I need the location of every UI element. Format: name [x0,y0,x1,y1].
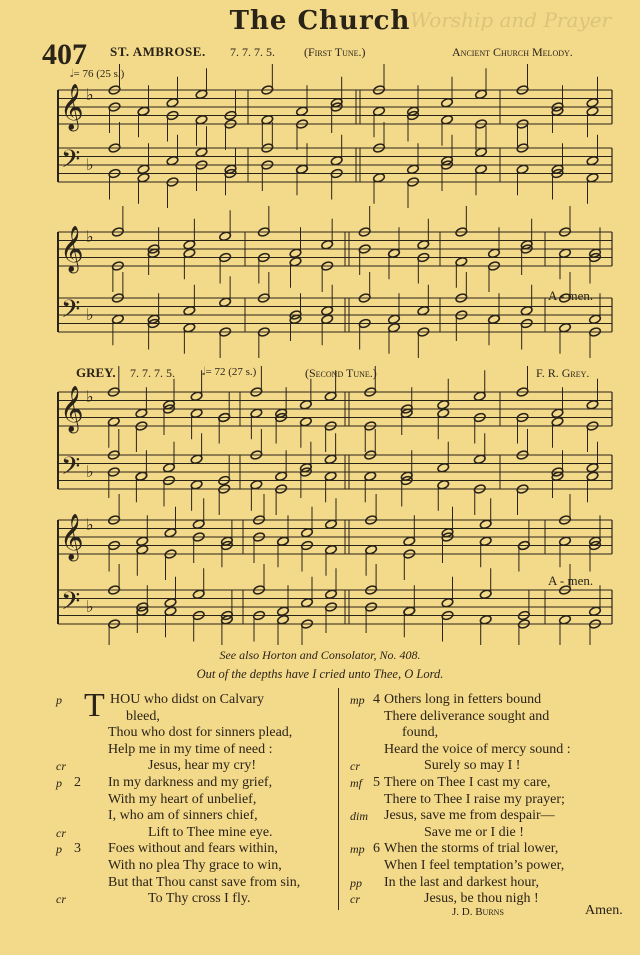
verse-number: 3 [74,841,81,857]
first-tune-composer: Ancient Church Melody. [452,45,573,59]
verse-line: There to Thee I raise my prayer; [384,791,565,807]
verse-line: Surely so may I ! [424,758,521,774]
first-tune-label: (First Tune.) [304,45,366,59]
svg-text:𝄞: 𝄞 [60,226,84,272]
verse-line: There deliverance sought and [384,708,550,724]
final-amen: Amen. [585,903,623,918]
second-tune-name: GREY. [76,365,116,380]
verse-number: 6 [373,841,380,857]
verse-line: Foes without and fears within, [108,841,278,857]
verse-line: HOU who didst on Calvary [110,692,264,707]
svg-text:♭: ♭ [86,462,94,481]
dynamic-marking: p [56,842,62,857]
page-header: The Church [229,6,411,36]
dynamic-marking: cr [56,759,66,774]
first-tune-name: ST. AMBROSE. [110,44,206,59]
verse-line: Lift to Thee mine eye. [148,824,273,840]
verse-number: 5 [373,775,380,790]
svg-text:♭: ♭ [86,227,94,246]
drop-cap: T [84,687,105,724]
verse-line: found, [402,725,439,741]
svg-text:𝄞: 𝄞 [60,386,84,432]
verse-line: In the last and darkest hour, [384,874,539,890]
verse-line: When I feel temptation’s power, [384,858,565,873]
second-tune-tempo: 𝅗𝅥= 72 (27 s.) [202,366,257,378]
svg-text:𝄢: 𝄢 [61,452,81,487]
verse-line: Jesus, be thou nigh ! [424,891,539,907]
verse-line: Help me in my time of need : [108,741,273,757]
dynamic-marking: pp [350,875,362,890]
verse-line: Jesus, save me from despair— [384,808,555,824]
half-note-icon: 𝅗𝅥 [202,366,206,378]
show-through-text: Worship and Prayer [410,8,612,32]
verse-line: With no plea Thy grace to win, [108,858,282,873]
scripture-text: Out of the depths have I cried unto Thee, O Lord. [196,667,444,681]
svg-text:𝄢: 𝄢 [61,145,81,180]
first-tune-meter: 7. 7. 7. 5. [230,45,275,59]
column-divider [338,688,339,910]
dynamic-marking: p [56,693,62,707]
svg-text:♭: ♭ [86,515,94,534]
verse-number: 2 [74,775,81,790]
dynamic-marking: mf [350,776,362,790]
author-name: J. D. Burns [452,906,504,918]
verse-line: With my heart of unbelief, [108,791,257,807]
amen-label-first: A - men. [548,288,594,303]
dynamic-marking: dim [350,809,368,824]
dynamic-marking: cr [56,892,66,907]
svg-text:♭: ♭ [86,155,94,174]
second-tune-composer: F. R. Grey. [536,366,590,380]
second-tune-meter: 7. 7. 7. 5. [130,366,175,380]
svg-text:𝄢: 𝄢 [61,295,81,330]
dynamic-marking: cr [350,892,360,907]
verse-line: I, who am of sinners chief, [108,808,258,824]
verse-line: bleed, [126,708,160,724]
svg-text:𝄢: 𝄢 [61,587,81,622]
verse-line: But that Thou canst save from sin, [108,874,301,890]
verse-line: In my darkness and my grief, [108,775,273,790]
verse-line: There on Thee I cast my care, [384,775,551,790]
svg-text:𝄞: 𝄞 [60,514,84,560]
verse-line: Jesus, hear my cry! [148,758,257,774]
dynamic-marking: cr [350,759,360,774]
dynamic-marking: cr [56,825,66,840]
svg-text:𝄞: 𝄞 [60,84,84,130]
verse-line: When the storms of trial lower, [384,841,559,857]
verse-line: Heard the voice of mercy sound : [384,741,571,757]
verse-number: 4 [373,692,380,707]
dynamic-marking: p [56,776,62,790]
second-tune-label: (Second Tune.) [305,366,377,380]
amen-label-second: A - men. [548,573,594,588]
svg-text:♭: ♭ [86,597,94,616]
hymn-number: 407 [42,38,87,71]
svg-text:♭: ♭ [86,387,94,406]
verse-line: Thou who dost for sinners plead, [108,725,293,741]
dynamic-marking: mp [350,842,365,857]
svg-text:♭: ♭ [86,305,94,324]
dynamic-marking: mp [350,693,365,707]
verse-line: Save me or I die ! [424,824,524,840]
first-tune-tempo: 𝅗𝅥= 76 (25 s.) [70,68,125,80]
verse-line: To Thy cross I fly. [148,891,251,907]
verse-line: Others long in fetters bound [384,692,542,707]
see-also-note: See also Horton and Consolator, No. 408. [219,648,421,662]
half-note-icon: 𝅗𝅥 [70,68,74,80]
svg-text:♭: ♭ [86,85,94,104]
